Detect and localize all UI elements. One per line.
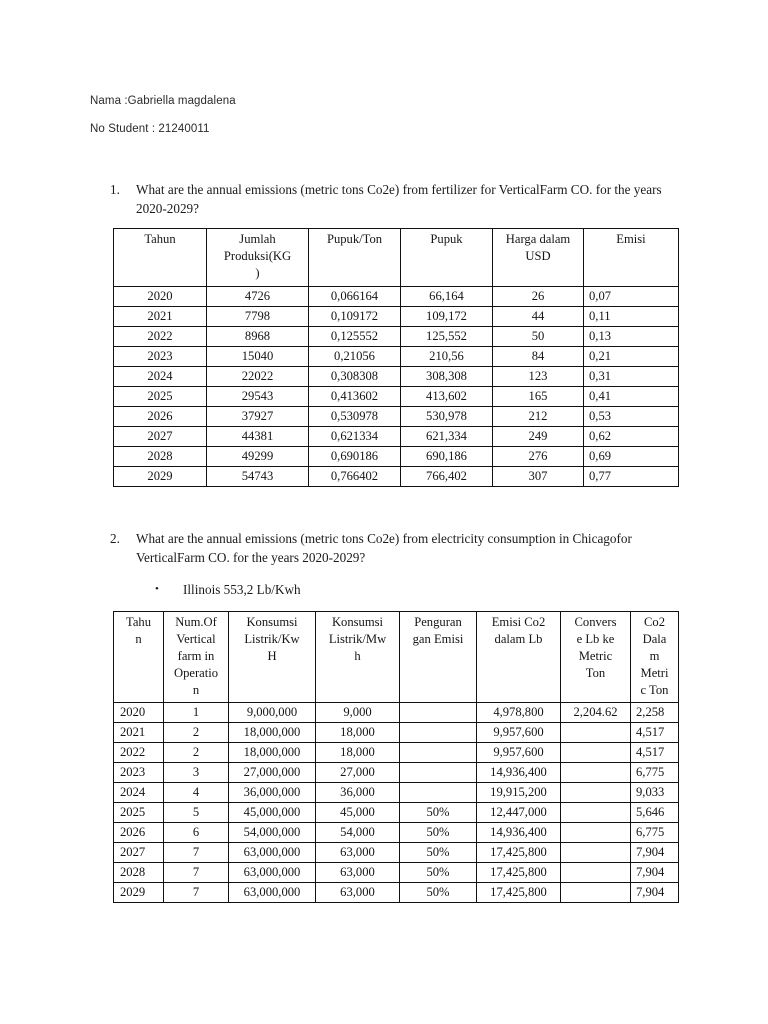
table-cell: 0,77 [584,467,679,487]
table-cell: 0,41 [584,387,679,407]
table-cell: 5 [164,803,229,823]
header-line: Jumlah [239,232,276,246]
table-cell: 2022 [114,327,207,347]
column-header-konsumsi-listrik-kwh [229,612,316,703]
student-name-line: Nama :Gabriella magdalena [90,95,236,107]
table-row [114,467,679,487]
table-cell: 6 [164,823,229,843]
header-line: Harga dalam [505,232,571,246]
table-cell: 4 [164,783,229,803]
header-line: Penguran [414,615,462,629]
table-cell: 2028 [114,447,207,467]
header-line: Pupuk/Ton [326,232,383,246]
header-line: h [354,649,361,663]
table-cell: 6,775 [631,763,679,783]
table-cell: 63,000,000 [229,883,316,903]
table-cell: 63,000 [316,863,400,883]
table-cell: 0,62 [584,427,679,447]
header-line: Metri [640,666,669,680]
table-cell: 12,447,000 [477,803,561,823]
header-line: Operatio [173,666,219,680]
table-row [114,387,679,407]
table-cell: 22022 [207,367,309,387]
table-cell: 2029 [114,883,164,903]
column-header-emisi [584,229,679,287]
table-cell: 2023 [114,763,164,783]
table-cell [561,783,631,803]
header-line: Vertical [176,632,216,646]
table-cell: 0,53 [584,407,679,427]
table-cell: 14,936,400 [477,763,561,783]
table-cell: 9,957,600 [477,723,561,743]
table-cell: 19,915,200 [477,783,561,803]
table-cell: 37927 [207,407,309,427]
table-cell: 8968 [207,327,309,347]
table-cell: 15040 [207,347,309,367]
header-line: Produksi(KG [223,249,292,263]
table-cell: 2026 [114,823,164,843]
table-cell: 5,646 [631,803,679,823]
table-cell: 44 [493,307,584,327]
table-cell: 7,904 [631,883,679,903]
table-cell [561,883,631,903]
table-cell: 0,21056 [309,347,401,367]
header-line: Metric [578,649,613,663]
header-line: Emisi [616,232,646,246]
table-cell: 165 [493,387,584,407]
table-cell: 18,000 [316,723,400,743]
table-cell: 0,11 [584,307,679,327]
header-line: ) [255,266,260,280]
table-cell: 4,517 [631,743,679,763]
header-line: e Lb ke [576,632,615,646]
table-row [114,743,679,763]
table-cell: 18,000,000 [229,723,316,743]
table-cell: 50 [493,327,584,347]
header-line: Listrik/Mw [328,632,387,646]
table-row [114,803,679,823]
table-row [114,723,679,743]
table-cell: 413,602 [401,387,493,407]
table-cell: 9,000,000 [229,703,316,723]
table-cell: 2021 [114,723,164,743]
table-cell: 3 [164,763,229,783]
table-cell: 9,033 [631,783,679,803]
table-row [114,763,679,783]
table-cell: 2026 [114,407,207,427]
header-line: Pupuk [430,232,463,246]
table-cell: 7,904 [631,843,679,863]
table-cell [400,783,477,803]
table-cell: 7798 [207,307,309,327]
table-cell: 4,978,800 [477,703,561,723]
table-cell: 36,000,000 [229,783,316,803]
table-cell: 766,402 [401,467,493,487]
table-cell: 17,425,800 [477,883,561,903]
table-cell: 2,204.62 [561,703,631,723]
table-cell: 54743 [207,467,309,487]
table-cell: 0,621334 [309,427,401,447]
table-cell: 530,978 [401,407,493,427]
table-header-row [114,229,679,287]
table-cell: 29543 [207,387,309,407]
table-cell: 7 [164,843,229,863]
question-2 [110,529,690,567]
table-cell: 212 [493,407,584,427]
column-header-harga-dalam-usd [493,229,584,287]
table-cell: 0,109172 [309,307,401,327]
header-line: Tahu [126,615,151,629]
bullet-text: Illinois 553,2 Lb/Kwh [183,582,301,597]
table-cell: 63,000 [316,883,400,903]
table-cell: 0,21 [584,347,679,367]
question-2-number: 2. [110,531,120,546]
header-line: Ton [585,666,606,680]
table-row [114,783,679,803]
table-cell: 2024 [114,367,207,387]
table-cell: 2023 [114,347,207,367]
table-row [114,407,679,427]
table-cell: 0,690186 [309,447,401,467]
table-row [114,307,679,327]
table-cell: 54,000,000 [229,823,316,843]
table-row [114,863,679,883]
table-cell: 6,775 [631,823,679,843]
table-cell: 4726 [207,287,309,307]
bullet-dot-icon: • [155,583,159,595]
table-row [114,427,679,447]
table-cell: 2028 [114,863,164,883]
table-cell [400,743,477,763]
header-line: Tahun [144,232,176,246]
table-cell [561,723,631,743]
table-cell: 0,530978 [309,407,401,427]
fertilizer-emissions-table [113,228,679,487]
question-1-text: What are the annual emissions (metric tons Co2e) from fertilizer for VerticalFarm CO. for the years 2020-2029? [136,182,662,216]
table-cell: 7 [164,863,229,883]
table-cell: 2020 [114,703,164,723]
table-cell: 690,186 [401,447,493,467]
header-line: Listrik/Kw [244,632,300,646]
table-cell: 2020 [114,287,207,307]
table-cell [561,823,631,843]
table-cell: 210,56 [401,347,493,367]
column-header-jumlah-produksi [207,229,309,287]
header-line: Dala [642,632,667,646]
table-row [114,823,679,843]
column-header-pengurangan-emisi [400,612,477,703]
table-header-row [114,612,679,703]
table-cell: 49299 [207,447,309,467]
table-cell: 1 [164,703,229,723]
table-row [114,447,679,467]
table-cell: 50% [400,883,477,903]
column-header-converse-lb-ke-metric-ton [561,612,631,703]
table-cell: 0,13 [584,327,679,347]
question-1 [110,180,690,218]
table-cell: 0,07 [584,287,679,307]
table-cell: 308,308 [401,367,493,387]
table-cell: 123 [493,367,584,387]
table-cell: 17,425,800 [477,843,561,863]
table-cell: 2022 [114,743,164,763]
table-cell: 66,164 [401,287,493,307]
table-cell: 18,000 [316,743,400,763]
header-line: gan Emisi [412,632,464,646]
table-row [114,883,679,903]
header-line: farm in [177,649,215,663]
table-cell: 50% [400,843,477,863]
header-line: Emisi Co2 [491,615,546,629]
table-cell: 54,000 [316,823,400,843]
table-cell [400,763,477,783]
table-cell: 63,000 [316,843,400,863]
table-cell: 2029 [114,467,207,487]
header-line: Konsumsi [331,615,384,629]
table-cell: 0,066164 [309,287,401,307]
column-header-num-of-vertical-farm [164,612,229,703]
table-cell: 0,31 [584,367,679,387]
table-cell: 4,517 [631,723,679,743]
table-cell: 50% [400,803,477,823]
table-cell: 125,552 [401,327,493,347]
table-cell: 249 [493,427,584,447]
table-cell: 17,425,800 [477,863,561,883]
table-cell: 0,766402 [309,467,401,487]
table-cell [400,703,477,723]
header-line: c Ton [640,683,669,697]
table-cell: 27,000,000 [229,763,316,783]
table-cell: 2,258 [631,703,679,723]
table-cell: 7,904 [631,863,679,883]
table-cell: 26 [493,287,584,307]
table-cell: 45,000,000 [229,803,316,823]
table-cell: 50% [400,863,477,883]
table-cell: 2025 [114,387,207,407]
table-cell [400,723,477,743]
electricity-emissions-table [113,611,679,903]
table-cell: 109,172 [401,307,493,327]
header-line: Convers [574,615,617,629]
table-cell: 2027 [114,843,164,863]
column-header-tahun [114,612,164,703]
student-number-line: No Student : 21240011 [90,123,210,135]
table-row [114,843,679,863]
header-line: Co2 [644,615,665,629]
table-cell: 0,69 [584,447,679,467]
table-cell [561,743,631,763]
table-cell: 276 [493,447,584,467]
header-line: H [267,649,277,663]
table-cell: 0,308308 [309,367,401,387]
table-cell: 2024 [114,783,164,803]
table-cell: 7 [164,883,229,903]
header-line: Num.Of [175,615,217,629]
column-header-konsumsi-listrik-mwh [316,612,400,703]
table-cell: 63,000,000 [229,863,316,883]
table-row [114,327,679,347]
table-cell [561,763,631,783]
header-line: n [135,632,142,646]
table-cell: 63,000,000 [229,843,316,863]
column-header-emisi-co2-dalam-lb [477,612,561,703]
question-2-text: What are the annual emissions (metric tons Co2e) from electricity consumption in Chicagofor VerticalFarm CO. for the years 2020-2029? [136,531,632,565]
table-cell: 0,413602 [309,387,401,407]
column-header-pupuk [401,229,493,287]
question-1-number: 1. [110,182,120,197]
table-cell: 84 [493,347,584,367]
table-cell [561,843,631,863]
table-cell: 2025 [114,803,164,823]
table-cell: 18,000,000 [229,743,316,763]
table-cell: 45,000 [316,803,400,823]
table-cell: 2027 [114,427,207,447]
illinois-bullet-item [155,580,301,599]
header-line: Konsumsi [246,615,298,629]
table-cell: 36,000 [316,783,400,803]
table-cell: 0,125552 [309,327,401,347]
table-cell: 9,000 [316,703,400,723]
column-header-pupuk-per-ton [309,229,401,287]
table-cell: 2 [164,723,229,743]
header-line: USD [525,249,551,263]
header-line: dalam Lb [494,632,543,646]
table-row [114,347,679,367]
table-row [114,287,679,307]
table-row [114,367,679,387]
table-cell: 2 [164,743,229,763]
table-cell [561,803,631,823]
table-cell: 14,936,400 [477,823,561,843]
table-cell: 50% [400,823,477,843]
table-cell: 44381 [207,427,309,447]
table-cell: 2021 [114,307,207,327]
table-cell: 307 [493,467,584,487]
table-cell: 621,334 [401,427,493,447]
table-cell: 27,000 [316,763,400,783]
column-header-tahun [114,229,207,287]
table-cell [561,863,631,883]
table-row [114,703,679,723]
header-line: n [192,683,200,697]
table-cell: 9,957,600 [477,743,561,763]
header-line: m [649,649,660,663]
column-header-co2-dalam-metric-ton [631,612,679,703]
